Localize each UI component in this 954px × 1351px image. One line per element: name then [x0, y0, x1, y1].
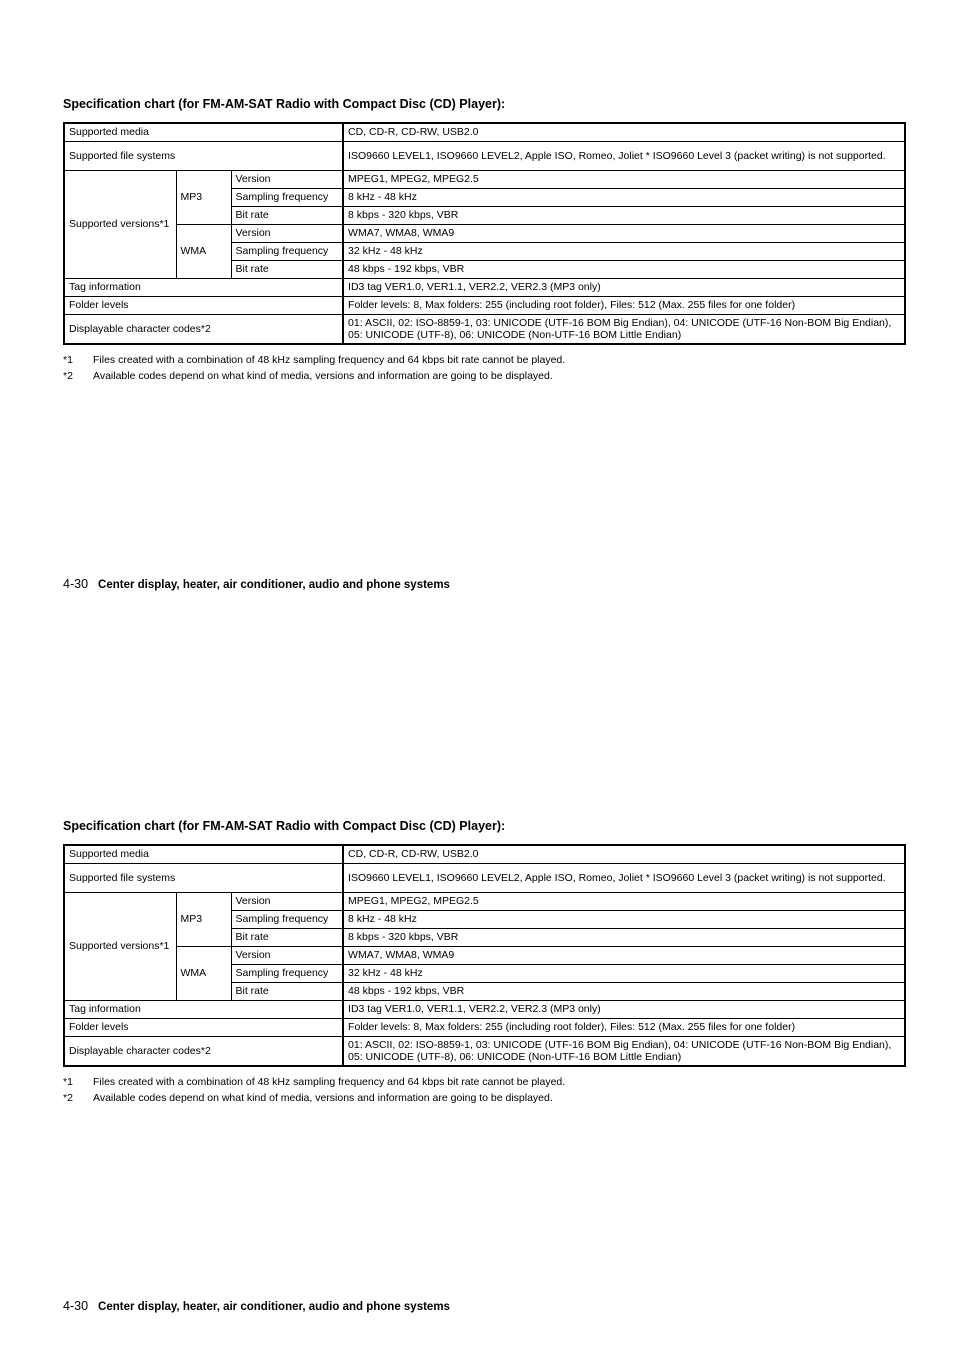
footnote — [63, 1091, 906, 1107]
value-cell: 8 kHz - 48 kHz — [343, 189, 905, 207]
table-row — [64, 123, 905, 142]
spec-section-1 — [63, 97, 906, 384]
footnote-mark: *1 — [63, 1076, 73, 1088]
value-cell: WMA7, WMA8, WMA9 — [343, 225, 905, 243]
footnote-text: Available codes depend on what kind of media, versions and information are going to be displayed. — [93, 1091, 553, 1104]
label-cell: Version — [231, 171, 343, 189]
spec-table — [63, 844, 906, 1067]
label-cell: Folder levels — [64, 297, 343, 315]
spec-table — [63, 122, 906, 345]
section-heading: Specification chart (for FM-AM-SAT Radio with Compact Disc (CD) Player): — [63, 97, 506, 111]
page-footer — [63, 1299, 450, 1315]
value-cell: 8 kbps - 320 kbps, VBR — [343, 207, 905, 225]
table-row — [64, 1001, 905, 1019]
table-row — [64, 297, 905, 315]
label-cell: Supported media — [64, 123, 343, 142]
label-cell: Displayable character codes*2 — [64, 1037, 343, 1067]
label-cell: MP3 — [176, 893, 231, 947]
footnote-mark: *2 — [63, 1091, 73, 1104]
label-cell: Bit rate — [231, 929, 343, 947]
table-row — [64, 1019, 905, 1037]
label-cell: Tag information — [64, 1001, 343, 1019]
value-cell: ID3 tag VER1.0, VER1.1, VER2.2, VER2.3 (MP3 only) — [343, 279, 905, 297]
label-cell: Version — [231, 225, 343, 243]
value-cell: Folder levels: 8, Max folders: 255 (including root folder), Files: 512 (Max. 255 files for one folder) — [343, 1019, 905, 1037]
label-cell: Displayable character codes*2 — [64, 315, 343, 345]
value-cell: ISO9660 LEVEL1, ISO9660 LEVEL2, Apple ISO, Romeo, Joliet * ISO9660 Level 3 (packet writing) is not supported. — [343, 142, 905, 171]
footnote — [63, 369, 906, 385]
label-cell: Supported versions*1 — [64, 171, 176, 279]
table-row — [64, 947, 905, 965]
value-cell: Folder levels: 8, Max folders: 255 (including root folder), Files: 512 (Max. 255 files for one folder) — [343, 297, 905, 315]
value-cell: 32 kHz - 48 kHz — [343, 243, 905, 261]
footnote-text: Available codes depend on what kind of media, versions and information are going to be displayed. — [93, 369, 553, 382]
spec-section-2 — [63, 819, 906, 1106]
page-number: 4-30 — [63, 577, 89, 591]
label-cell: Version — [231, 947, 343, 965]
footnote-text: Files created with a combination of 48 kHz sampling frequency and 64 kbps bit rate cannot be played. — [93, 1076, 566, 1088]
value-cell: MPEG1, MPEG2, MPEG2.5 — [343, 171, 905, 189]
table-row — [64, 279, 905, 297]
value-cell: 01: ASCII, 02: ISO-8859-1, 03: UNICODE (UTF-16 BOM Big Endian), 04: UNICODE (UTF-16 Non-BOM Big Endian), 05: UNICODE (UTF-8), 06: UNICODE (Non-UTF-16 BOM Little Endian) — [343, 315, 905, 345]
footnote-text: Files created with a combination of 48 kHz sampling frequency and 64 kbps bit rate cannot be played. — [93, 354, 566, 366]
value-cell: WMA7, WMA8, WMA9 — [343, 947, 905, 965]
label-cell: Sampling frequency — [231, 243, 343, 261]
value-cell: 8 kHz - 48 kHz — [343, 911, 905, 929]
label-cell: Version — [231, 893, 343, 911]
label-cell: Bit rate — [231, 261, 343, 279]
table-row — [64, 1037, 905, 1067]
footnote — [63, 1075, 906, 1091]
footnote-mark: *2 — [63, 369, 73, 382]
page-footer — [63, 577, 450, 593]
value-cell: 32 kHz - 48 kHz — [343, 965, 905, 983]
label-cell: Supported versions*1 — [64, 893, 176, 1001]
section-heading: Specification chart (for FM-AM-SAT Radio with Compact Disc (CD) Player): — [63, 819, 506, 833]
label-cell: WMA — [176, 225, 231, 279]
table-row — [64, 845, 905, 864]
footer-title: Center display, heater, air conditioner, audio and phone systems — [98, 1301, 450, 1313]
label-cell: Tag information — [64, 279, 343, 297]
footer-title: Center display, heater, air conditioner, audio and phone systems — [98, 579, 450, 591]
table-row — [64, 893, 905, 911]
value-cell: MPEG1, MPEG2, MPEG2.5 — [343, 893, 905, 911]
value-cell: 01: ASCII, 02: ISO-8859-1, 03: UNICODE (UTF-16 BOM Big Endian), 04: UNICODE (UTF-16 Non-BOM Big Endian), 05: UNICODE (UTF-8), 06: UNICODE (Non-UTF-16 BOM Little Endian) — [343, 1037, 905, 1067]
footnotes — [63, 1075, 906, 1106]
label-cell: Supported file systems — [64, 864, 343, 893]
label-cell: Supported media — [64, 845, 343, 864]
value-cell: ISO9660 LEVEL1, ISO9660 LEVEL2, Apple ISO, Romeo, Joliet * ISO9660 Level 3 (packet writing) is not supported. — [343, 864, 905, 893]
page-number: 4-30 — [63, 1299, 89, 1313]
value-cell: CD, CD-R, CD-RW, USB2.0 — [343, 845, 905, 864]
label-cell: WMA — [176, 947, 231, 1001]
label-cell: Supported file systems — [64, 142, 343, 171]
table-row — [64, 864, 905, 893]
table-row — [64, 225, 905, 243]
footnote — [63, 353, 906, 369]
footnotes — [63, 353, 906, 384]
table-row — [64, 171, 905, 189]
value-cell: 8 kbps - 320 kbps, VBR — [343, 929, 905, 947]
label-cell: MP3 — [176, 171, 231, 225]
label-cell: Sampling frequency — [231, 911, 343, 929]
label-cell: Sampling frequency — [231, 965, 343, 983]
table-row — [64, 315, 905, 345]
value-cell: ID3 tag VER1.0, VER1.1, VER2.2, VER2.3 (MP3 only) — [343, 1001, 905, 1019]
value-cell: 48 kbps - 192 kbps, VBR — [343, 261, 905, 279]
footnote-mark: *1 — [63, 354, 73, 366]
value-cell: CD, CD-R, CD-RW, USB2.0 — [343, 123, 905, 142]
table-row — [64, 142, 905, 171]
value-cell: 48 kbps - 192 kbps, VBR — [343, 983, 905, 1001]
label-cell: Bit rate — [231, 983, 343, 1001]
label-cell: Bit rate — [231, 207, 343, 225]
label-cell: Sampling frequency — [231, 189, 343, 207]
label-cell: Folder levels — [64, 1019, 343, 1037]
